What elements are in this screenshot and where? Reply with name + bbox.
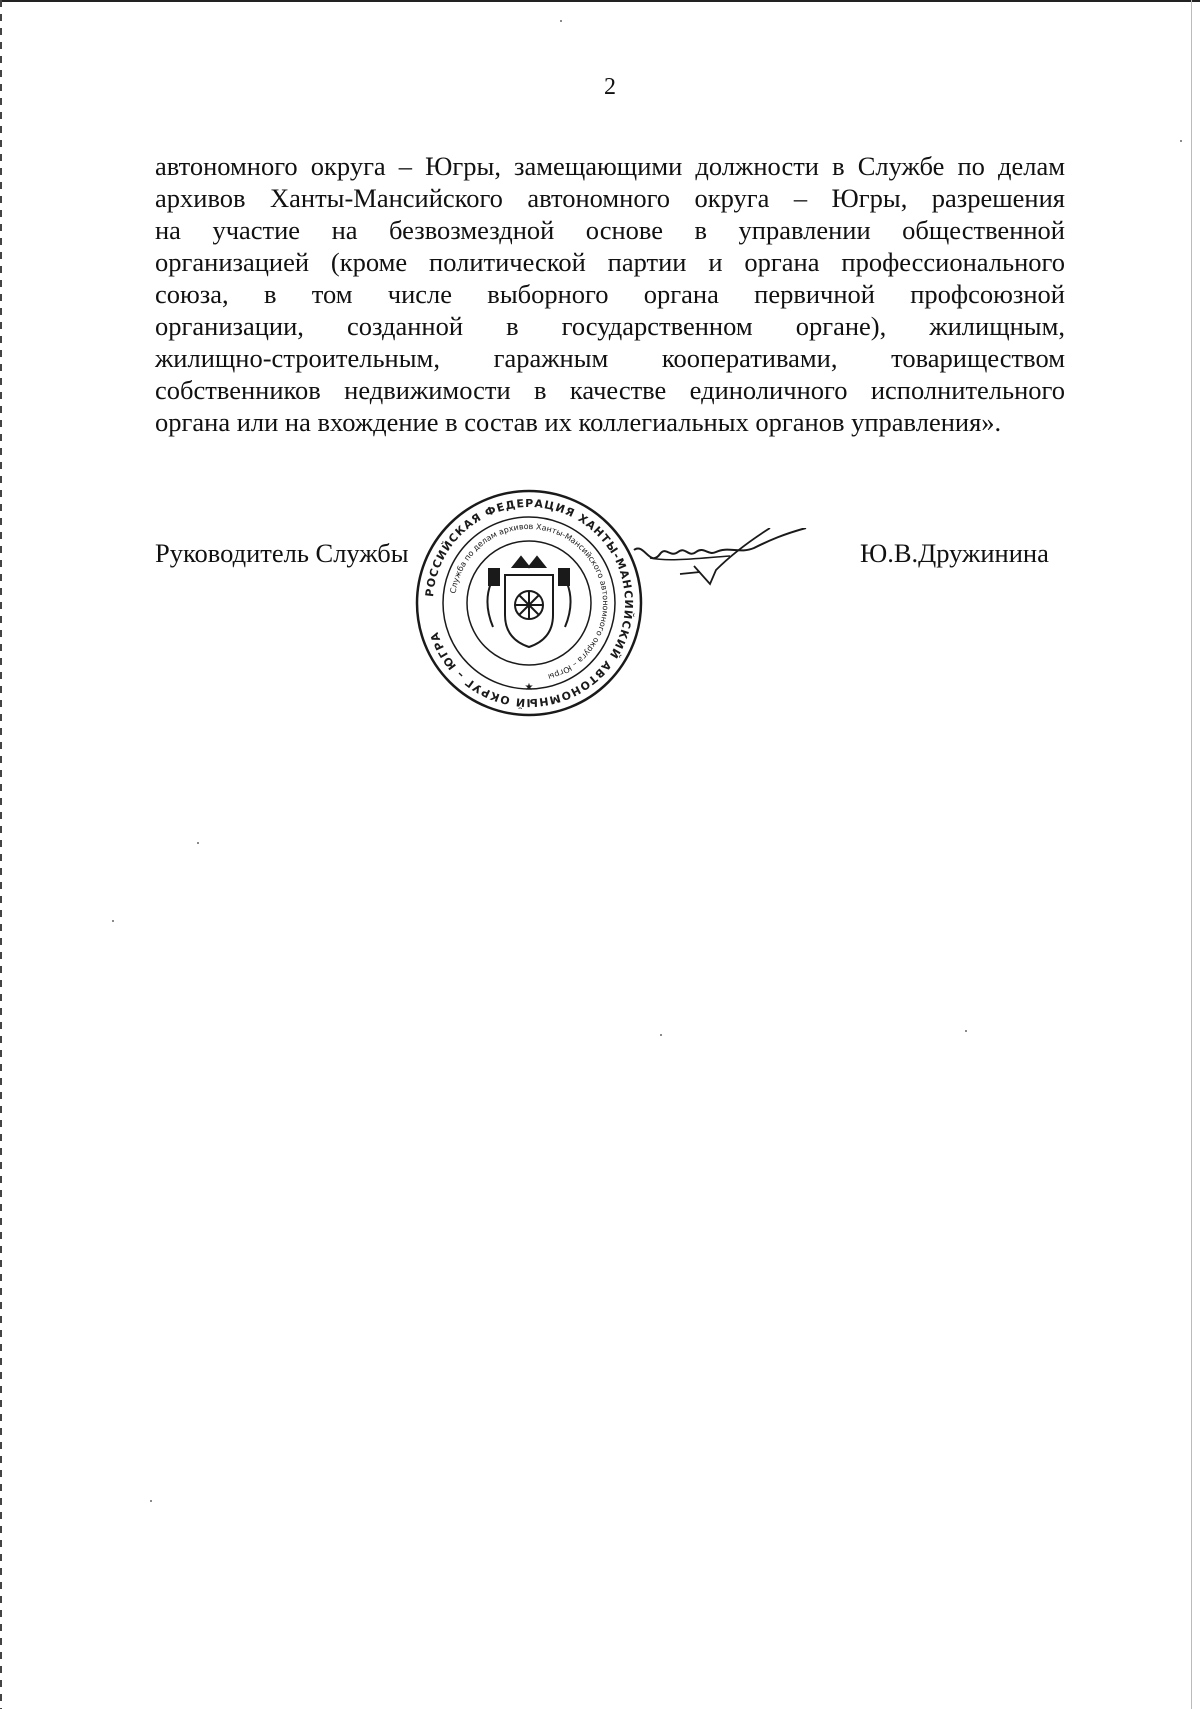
- seal-inner-text: Служба по делам архивов Ханты-Мансийского автономного округа – Югры: [448, 521, 611, 682]
- handwritten-signature: [630, 528, 820, 608]
- coat-of-arms-icon: [487, 557, 570, 647]
- body-text: [155, 150, 1065, 438]
- official-seal: [413, 487, 645, 719]
- body-line: собственников недвижимости в качестве единоличного исполнительного: [155, 375, 1065, 405]
- scan-speck: [660, 1034, 662, 1036]
- scan-edge-top: [0, 0, 1200, 2]
- page-number: 2: [604, 74, 616, 100]
- body-line: на участие на безвозмездной основе в управлении общественной: [155, 215, 1065, 245]
- body-line: организации, созданной в государственном органе), жилищным,: [155, 311, 1065, 341]
- scan-speck: [197, 842, 199, 844]
- body-line: автономного округа – Югры, замещающими должности в Службе по делам: [155, 151, 1065, 181]
- seal-star: ★: [524, 682, 534, 693]
- seal-outer-text: РОССИЙСКАЯ ФЕДЕРАЦИЯ ХАНТЫ-МАНСИЙСКИЙ АВТОНОМНЫЙ ОКРУГ – ЮГРА: [423, 496, 636, 710]
- body-line: союза, в том числе выборного органа первичной профсоюзной: [155, 279, 1065, 309]
- scan-speck: [560, 20, 562, 22]
- body-line: организацией (кроме политической партии и органа профессионального: [155, 247, 1065, 277]
- scan-speck: [1180, 140, 1182, 142]
- body-line: органа или на вхождение в состав их коллегиальных органов управления».: [155, 407, 1002, 437]
- scan-edge-left: [0, 0, 2, 1709]
- signatory-name: Ю.В.Дружинина: [860, 538, 1049, 568]
- scan-speck: [150, 1500, 152, 1502]
- scan-speck: [112, 920, 114, 922]
- signatory-role: Руководитель Службы: [155, 538, 409, 568]
- body-line: жилищно-строительным, гаражным кооперативами, товариществом: [155, 343, 1065, 373]
- scan-edge-right: [1191, 0, 1192, 1709]
- body-line: архивов Ханты-Мансийского автономного округа – Югры, разрешения: [155, 183, 1065, 213]
- scan-speck: [965, 1030, 967, 1032]
